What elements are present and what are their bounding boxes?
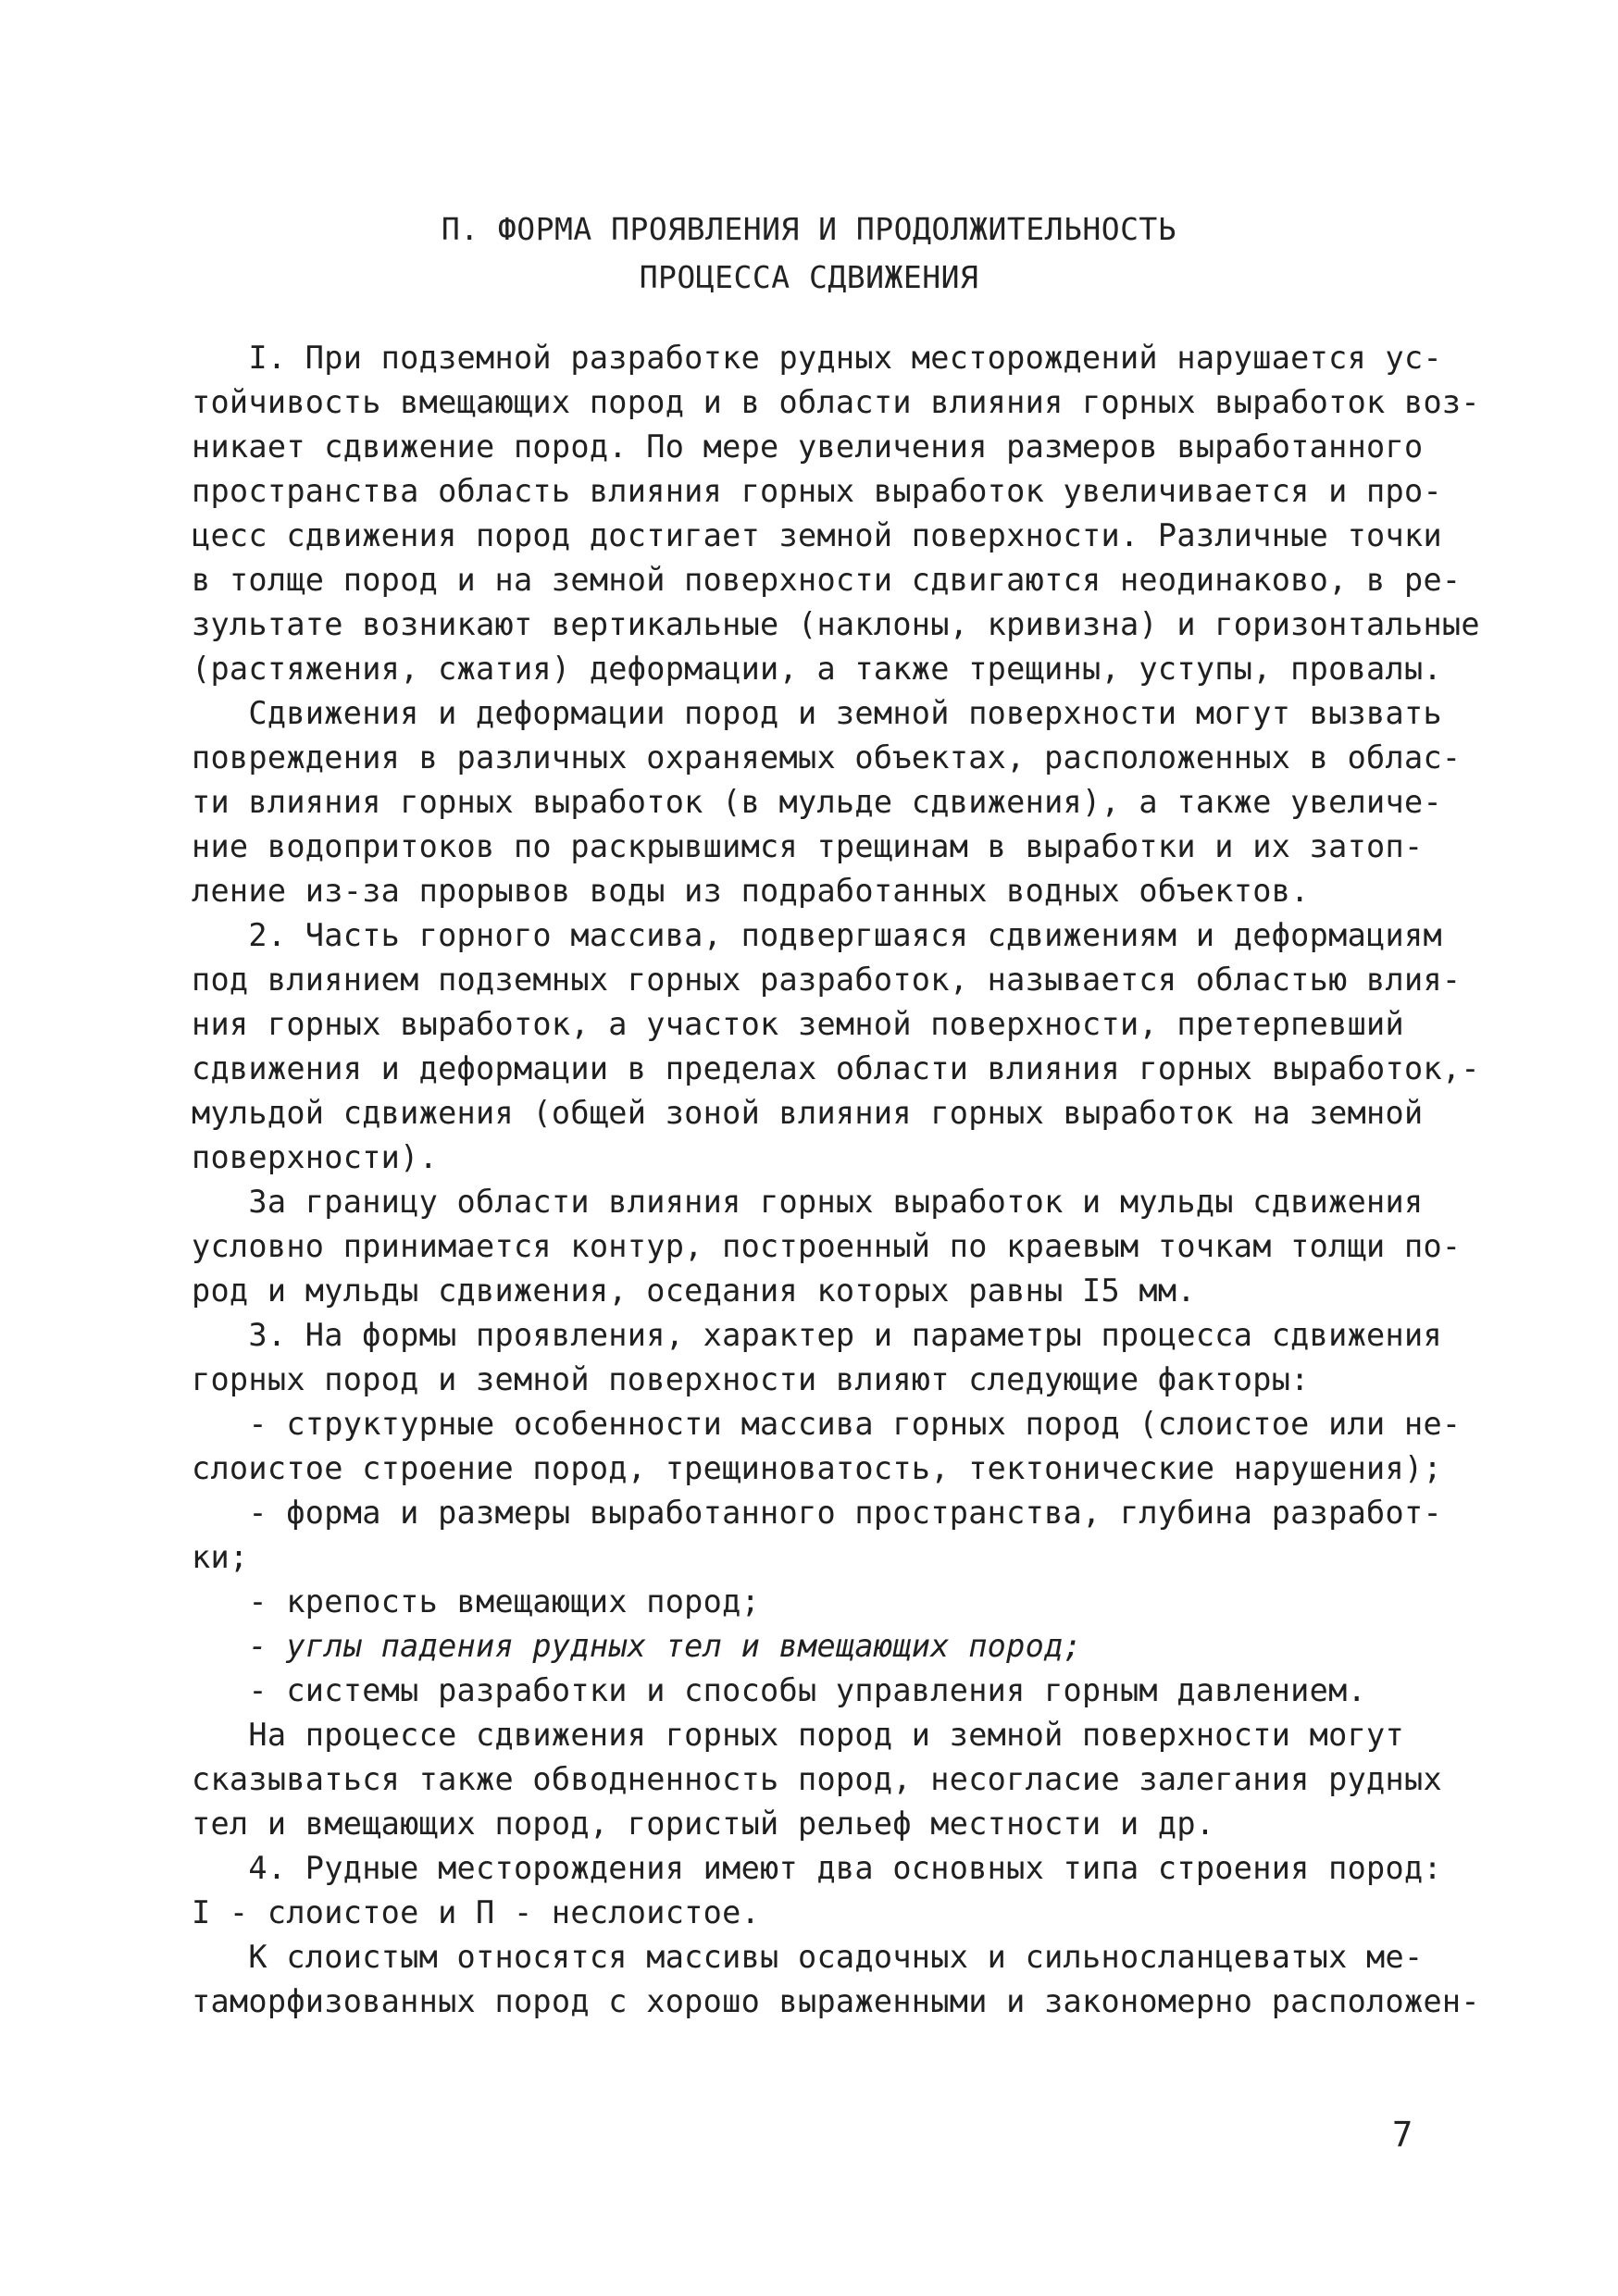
body-line: ление из-за прорывов воды из подработанных водных объектов. bbox=[192, 873, 1310, 909]
body-line: сдвижения и деформации в пределах области влияния горных выработок,- bbox=[192, 1050, 1480, 1086]
body-line: пространства область влияния горных выработок увеличивается и про- bbox=[192, 473, 1442, 509]
body-line: 2. Часть горного массива, подвергшаяся сдвижениям и деформациям bbox=[192, 917, 1442, 953]
body-line: сказываться также обводненность пород, несогласие залегания рудных bbox=[192, 1761, 1442, 1797]
body-line: ти влияния горных выработок (в мульде сдвижения), а также увеличе- bbox=[192, 784, 1442, 820]
body-line: цесс сдвижения пород достигает земной поверхности. Различные точки bbox=[192, 517, 1442, 553]
body-line: горных пород и земной поверхности влияют следующие факторы: bbox=[192, 1361, 1310, 1397]
body-line: под влиянием подземных горных разработок, называется областью влия- bbox=[192, 962, 1462, 998]
body-line: 3. На формы проявления, характер и параметры процесса сдвижения bbox=[192, 1317, 1442, 1353]
body-line: слоистое строение пород, трещиноватость, тектонические нарушения); bbox=[192, 1450, 1442, 1486]
body-line: - системы разработки и способы управления горным давлением. bbox=[192, 1672, 1367, 1708]
body-line: (растяжения, сжатия) деформации, а также трещины, уступы, провалы. bbox=[192, 651, 1442, 687]
body-line: мульдой сдвижения (общей зоной влияния горных выработок на земной bbox=[192, 1095, 1424, 1131]
body-line: род и мульды сдвижения, оседания которых равны I5 мм. bbox=[192, 1272, 1196, 1309]
section-heading-line-1: П. ФОРМА ПРОЯВЛЕНИЯ И ПРОДОЛЖИТЕЛЬНОСТЬ bbox=[441, 211, 1177, 247]
body-line: тойчивость вмещающих пород и в области влияния горных выработок воз- bbox=[192, 384, 1480, 420]
body-line: - форма и размеры выработанного пространства, глубина разработ- bbox=[192, 1495, 1442, 1531]
body-line: ние водопритоков по раскрывшимся трещинам в выработки и их затоп- bbox=[192, 828, 1424, 864]
body-line: условно принимается контур, построенный по краевым точкам толщи по- bbox=[192, 1228, 1462, 1264]
body-line: - углы падения рудных тел и вмещающих пород; bbox=[192, 1628, 1083, 1664]
body-line: поверхности). bbox=[192, 1139, 439, 1175]
body-line: ния горных выработок, а участок земной поверхности, претерпевший bbox=[192, 1006, 1404, 1042]
body-line: никает сдвижение пород. По мере увеличения размеров выработанного bbox=[192, 428, 1424, 465]
body-line: в толще пород и на земной поверхности сдвигаются неодинаково, в ре- bbox=[192, 562, 1462, 598]
page-number: 7 bbox=[1392, 2115, 1413, 2154]
body-line: повреждения в различных охраняемых объектах, расположенных в облас- bbox=[192, 739, 1462, 776]
section-heading-line-2: ПРОЦЕССА СДВИЖЕНИЯ bbox=[639, 259, 979, 295]
body-line: К слоистым относятся массивы осадочных и сильносланцеватых ме- bbox=[192, 1939, 1424, 1975]
body-line: За границу области влияния горных выработок и мульды сдвижения bbox=[192, 1184, 1424, 1220]
body-line: - крепость вмещающих пород; bbox=[192, 1583, 761, 1620]
body-line: 4. Рудные месторождения имеют два основных типа строения пород: bbox=[192, 1850, 1442, 1886]
body-line: ки; bbox=[192, 1539, 249, 1575]
body-line: таморфизованных пород с хорошо выраженными и закономерно расположен- bbox=[192, 1983, 1480, 2019]
body-line: I - слоистое и П - неслоистое. bbox=[192, 1894, 761, 1930]
body-line: Сдвижения и деформации пород и земной поверхности могут вызвать bbox=[192, 695, 1442, 731]
body-line: - структурные особенности массива горных пород (слоистое или не- bbox=[192, 1406, 1462, 1442]
body-line: На процессе сдвижения горных пород и земной поверхности могут bbox=[192, 1717, 1404, 1753]
body-line: I. При подземной разработке рудных месторождений нарушается ус- bbox=[192, 340, 1442, 376]
body-line: зультате возникают вертикальные (наклоны, кривизна) и горизонтальные bbox=[192, 606, 1480, 642]
body-line: тел и вмещающих пород, гористый рельеф местности и др. bbox=[192, 1806, 1215, 1842]
